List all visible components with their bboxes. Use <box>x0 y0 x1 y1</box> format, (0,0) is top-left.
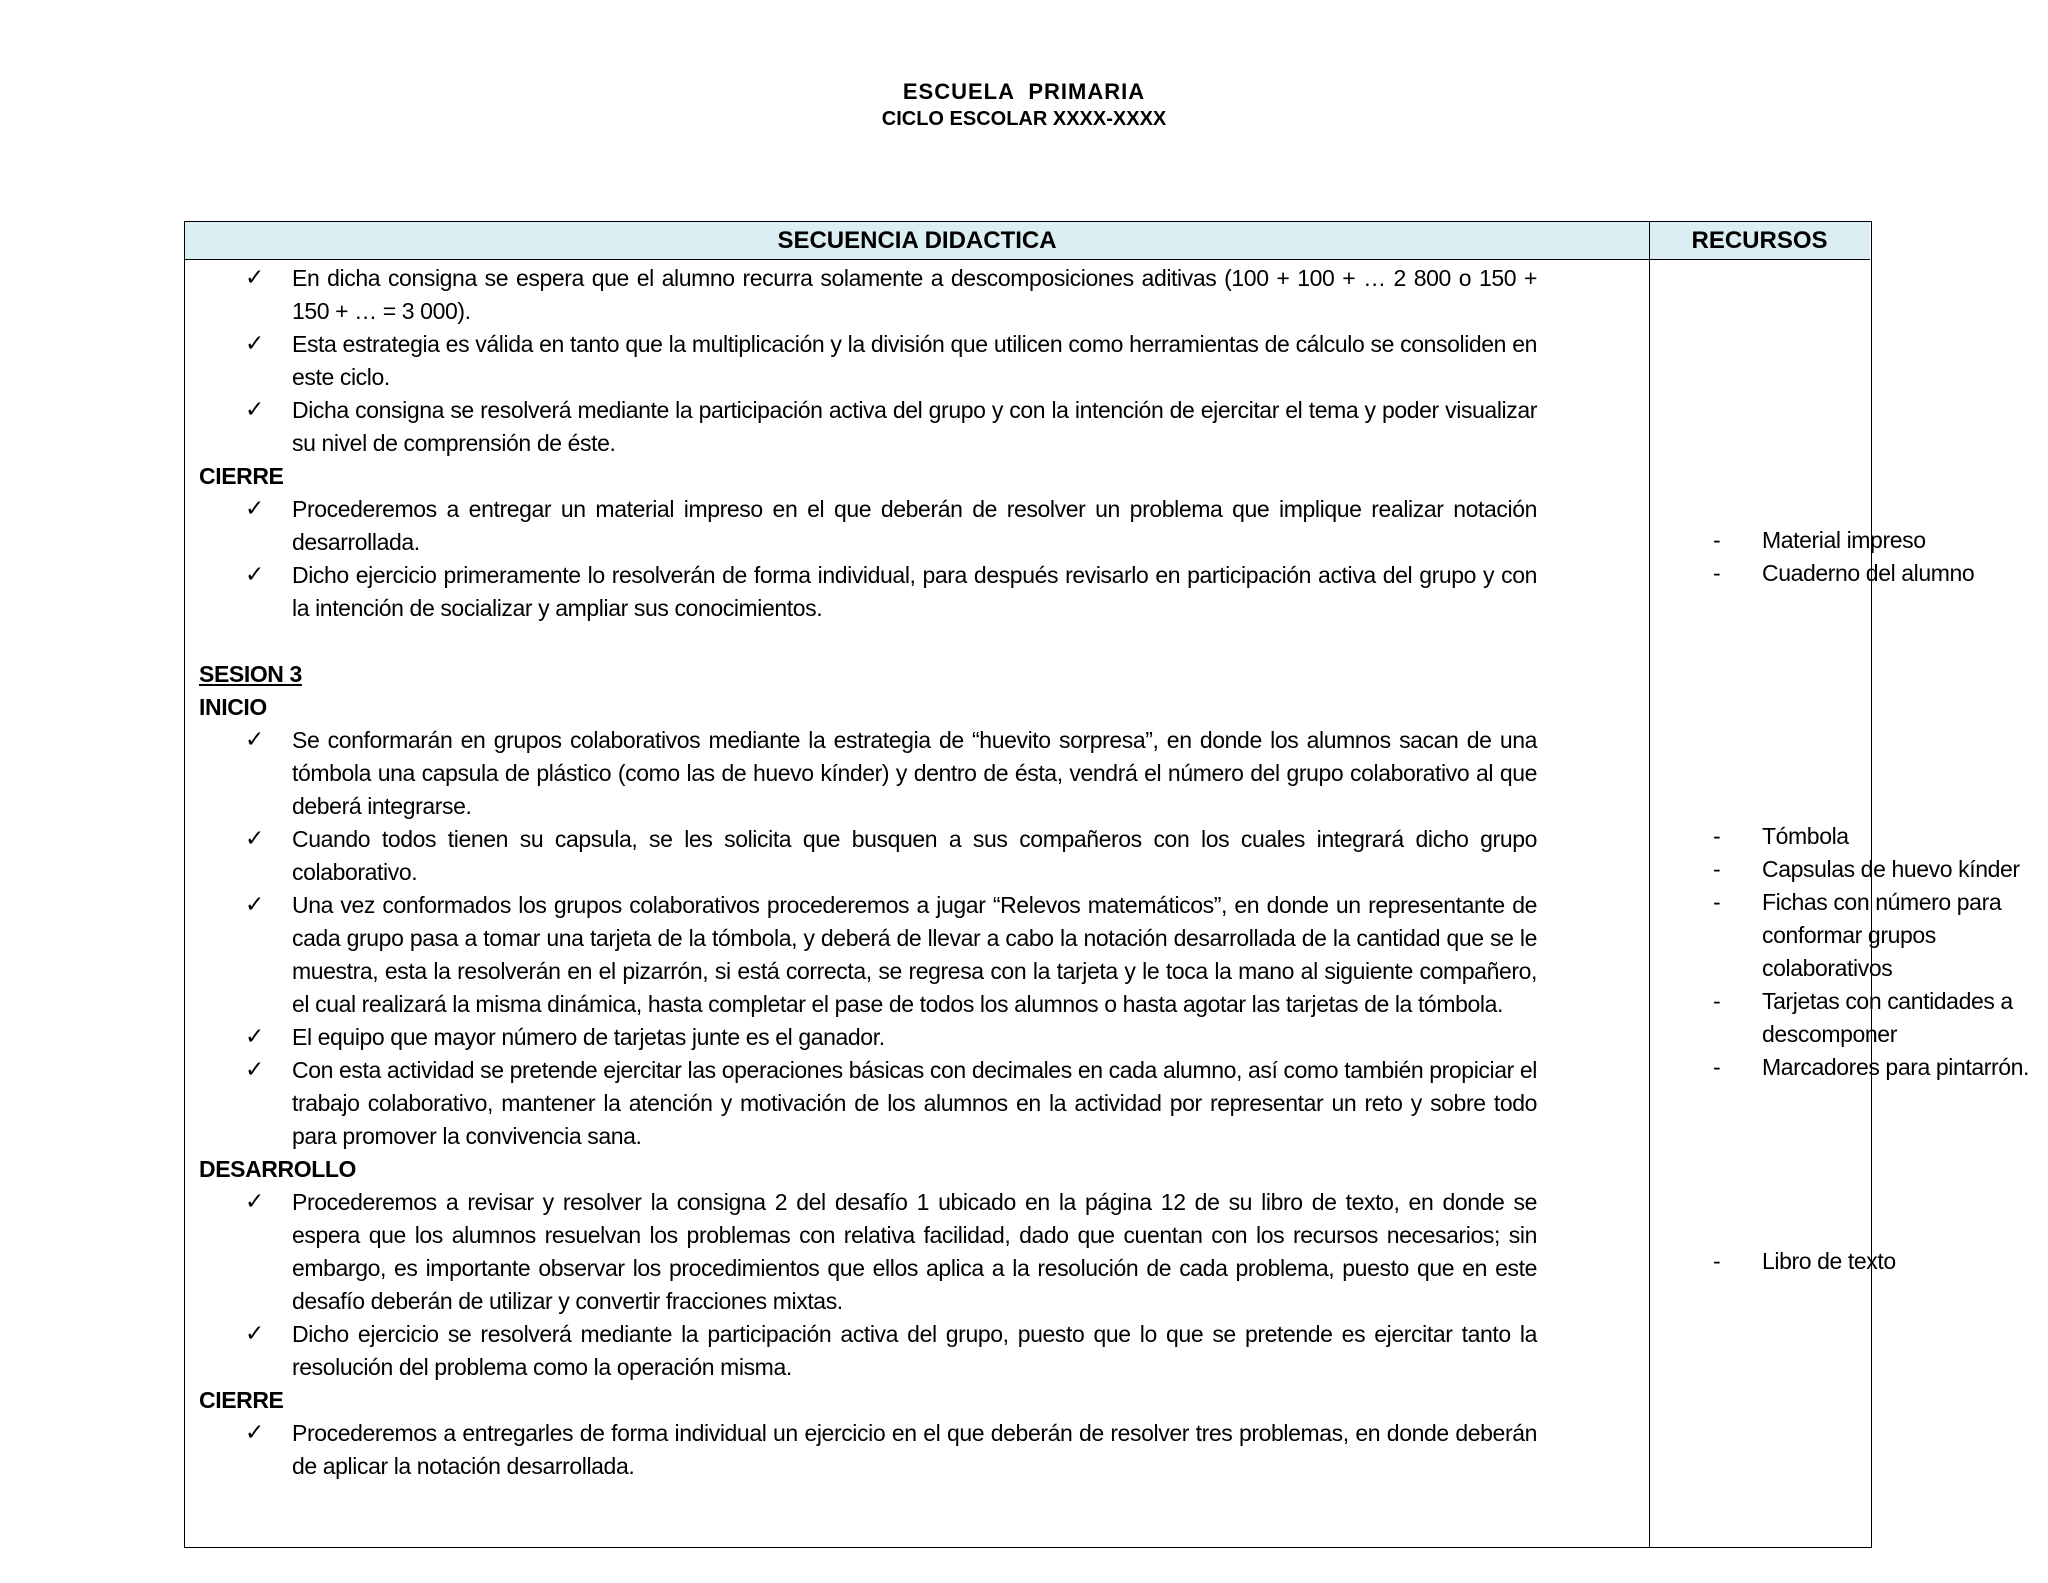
list-item-text: Cuando todos tienen su capsula, se les solicita que busquen a sus compañeros con los cuales integrará dicho grupo colaborativo. <box>292 826 1537 885</box>
section-inicio: INICIO <box>199 694 267 720</box>
resource-item-text: Cuaderno del alumno <box>1762 560 1975 586</box>
list-item <box>199 394 1537 460</box>
section-desarrollo: DESARROLLO <box>199 1156 357 1182</box>
check-icon: ✓ <box>245 1189 264 1215</box>
list-item-text: Esta estrategia es válida en tanto que la multiplicación y la división que utilicen como herramientas de cálculo se consoliden en este ciclo. <box>292 331 1537 390</box>
check-icon: ✓ <box>245 265 264 291</box>
list-item <box>199 1318 1537 1384</box>
check-icon: ✓ <box>245 1057 264 1083</box>
list-item-text: Dicho ejercicio se resolverá mediante la participación activa del grupo, puesto que lo que se pretende es ejercitar tanto la resolución del problema como la operación misma. <box>292 1321 1537 1380</box>
dash-bullet: - <box>1713 1054 1721 1080</box>
document-header <box>0 78 2048 132</box>
list-item-text: Procederemos a entregarles de forma individual un ejercicio en el que deberán de resolver tres problemas, en donde deberán de aplicar la notación desarrollada. <box>292 1420 1537 1479</box>
list-item-text: En dicha consigna se espera que el alumno recurra solamente a descomposiciones aditivas (100 + 100 + … 2 800 o 150 + 150 + … = 3 000). <box>292 265 1537 324</box>
resource-item-text: Capsulas de huevo kínder <box>1762 856 2020 882</box>
resources-group-2 <box>1664 820 2044 1084</box>
check-icon: ✓ <box>245 397 264 423</box>
resource-item-text: Tarjetas con cantidades a descomponer <box>1762 988 2013 1047</box>
resource-item-text: Libro de texto <box>1762 1248 1896 1274</box>
resource-item <box>1664 820 2044 853</box>
resource-item-text: Tómbola <box>1762 823 1849 849</box>
lesson-table <box>184 221 2030 1548</box>
resource-item-text: Material impreso <box>1762 527 1926 553</box>
list-item-text: Con esta actividad se pretende ejercitar las operaciones básicas con decimales en cada alumno, así como también propiciar el trabajo colaborativo, mantener la atención y motivación de los alumnos en la actividad por representar un reto y sobre todo para promover la convivencia sana. <box>292 1057 1537 1149</box>
column-header-resources: RECURSOS <box>1649 222 1870 260</box>
check-icon: ✓ <box>245 826 264 852</box>
section-cierre-1: CIERRE <box>199 463 284 489</box>
school-title: ESCUELA PRIMARIA <box>902 79 1146 104</box>
resource-item <box>1664 1245 2044 1278</box>
list-item <box>199 559 1537 625</box>
check-icon: ✓ <box>245 727 264 753</box>
resource-item <box>1664 853 2044 886</box>
list-item-text: Dicha consigna se resolverá mediante la participación activa del grupo y con la intención de ejercitar el tema y poder visualizar su nivel de comprensión de éste. <box>292 397 1537 456</box>
resources-group-1 <box>1664 524 2044 590</box>
resource-item <box>1664 985 2044 1051</box>
list-item <box>199 493 1537 559</box>
list-item <box>199 1054 1537 1153</box>
list-item-text: Procederemos a revisar y resolver la consigna 2 del desafío 1 ubicado en la página 12 de su libro de texto, en donde se espera que los alumnos resuelvan los problemas con relativa facilidad, dado que cuentan con los recursos necesarios; sin embargo, es importante observar los procedimientos que ellos aplica a la resolución de cada problema, puesto que en este desafío deberán de utilizar y convertir fracciones mixtas. <box>292 1189 1537 1314</box>
section-sesion-3: SESION 3 <box>199 661 302 687</box>
resource-item <box>1664 524 2044 557</box>
list-cierre2 <box>199 1417 1639 1483</box>
resource-item <box>1664 886 2044 985</box>
resource-item-text: Marcadores para pintarrón. <box>1762 1054 2030 1080</box>
check-icon: ✓ <box>245 331 264 357</box>
dash-bullet: - <box>1713 988 1721 1014</box>
list-item <box>199 889 1537 1021</box>
resources-group-3 <box>1664 1245 2044 1278</box>
list-item <box>199 1021 1537 1054</box>
resource-item <box>1664 1051 2044 1084</box>
list-cierre1 <box>199 493 1639 625</box>
list-item <box>199 823 1537 889</box>
list-inicio <box>199 724 1639 1153</box>
dash-bullet: - <box>1713 527 1721 553</box>
dash-bullet: - <box>1713 823 1721 849</box>
check-icon: ✓ <box>245 1024 264 1050</box>
resource-item <box>1664 557 2044 590</box>
list-item-text: El equipo que mayor número de tarjetas junte es el ganador. <box>292 1024 885 1050</box>
column-divider <box>1649 222 1650 1547</box>
check-icon: ✓ <box>245 1420 264 1446</box>
sequence-cell <box>199 262 1639 1483</box>
resource-item-text: Fichas con número para conformar grupos colaborativos <box>1762 889 2002 981</box>
spacer <box>199 625 1639 658</box>
list-item <box>199 1186 1537 1318</box>
list-item <box>199 262 1537 328</box>
list-item-text: Se conformarán en grupos colaborativos mediante la estrategia de “huevito sorpresa”, en donde los alumnos sacan de una tómbola una capsula de plástico (como las de huevo kínder) y dentro de ésta, vendrá el número del grupo colaborativo al que deberá integrarse. <box>292 727 1537 819</box>
list-item <box>199 724 1537 823</box>
list-item-text: Dicho ejercicio primeramente lo resolverán de forma individual, para después revisarlo en participación activa del grupo y con la intención de socializar y ampliar sus conocimientos. <box>292 562 1537 621</box>
column-header-sequence: SECUENCIA DIDACTICA <box>185 222 1649 260</box>
school-cycle: CICLO ESCOLAR XXXX-XXXX <box>881 108 1167 130</box>
list-desarrollo <box>199 1186 1639 1384</box>
check-icon: ✓ <box>245 562 264 588</box>
list-item-text: Procederemos a entregar un material impreso en el que deberán de resolver un problema que implique realizar notación desarrollada. <box>292 496 1537 555</box>
list-block1 <box>199 262 1639 460</box>
check-icon: ✓ <box>245 1321 264 1347</box>
section-cierre-2: CIERRE <box>199 1387 284 1413</box>
check-icon: ✓ <box>245 892 264 918</box>
list-item <box>199 1417 1537 1483</box>
dash-bullet: - <box>1713 856 1721 882</box>
dash-bullet: - <box>1713 1248 1721 1274</box>
check-icon: ✓ <box>245 496 264 522</box>
dash-bullet: - <box>1713 560 1721 586</box>
list-item-text: Una vez conformados los grupos colaborativos procederemos a jugar “Relevos matemáticos”, en donde un representante de cada grupo pasa a tomar una tarjeta de la tómbola, y deberá de llevar a cabo la notación desarrollada de la cantidad que se le muestra, esta la resolverán en el pizarrón, si está correcta, se regresa con la tarjeta y le toca la mano al siguiente compañero, el cual realizará la misma dinámica, hasta completar el pase de todos los alumnos o hasta agotar las tarjetas de la tómbola. <box>292 892 1537 1017</box>
dash-bullet: - <box>1713 889 1721 915</box>
list-item <box>199 328 1537 394</box>
